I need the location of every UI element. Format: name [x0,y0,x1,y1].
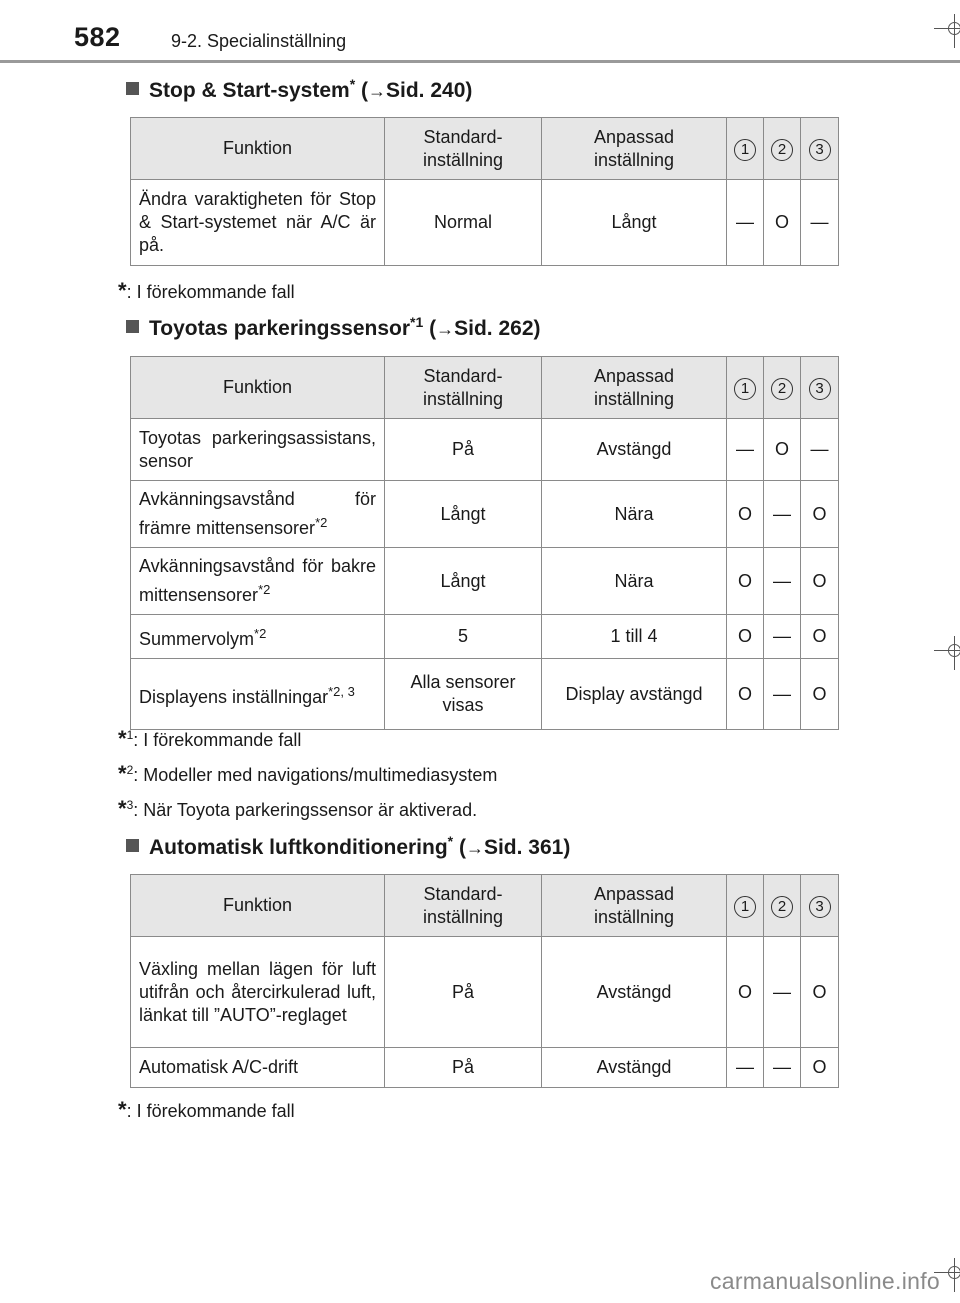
function-cell: Avkänningsavstånd för bakre mittensensorer$^{*2}$ [131,548,385,615]
section-title-stop-start: Stop & Start-system* (→Sid. 240) [126,76,472,103]
function-cell: Summervolym$^{*2}$ [131,615,385,659]
column-header-custom: Anpassad inställning [542,875,727,937]
circled-number-1-icon: 1 [734,378,756,400]
footnote: *: I förekommande fall [118,1097,295,1122]
arrow-right-icon: → [465,838,484,858]
function-cell: Toyotas parkeringsassistans, sensor [131,419,385,481]
default-cell: 5 [385,615,542,659]
mark-cell-1: — [727,1048,764,1088]
circled-number-2-icon: 2 [771,378,793,400]
footnote: *$^1$: I förekommande fall [118,726,302,751]
square-bullet-icon [126,320,139,333]
circled-number-2-icon: 2 [771,139,793,161]
column-header-2 [764,357,801,419]
default-cell: På [385,937,542,1048]
circled-number-3-icon: 3 [809,139,831,161]
column-header-2 [764,875,801,937]
column-header-custom: Anpassad inställning [542,118,727,180]
column-header-3 [801,357,839,419]
table-row [131,1048,839,1088]
table-row [131,615,839,659]
settings-table-parking-sensor [130,356,839,730]
column-header-2 [764,118,801,180]
column-header-default: Standard- inställning [385,357,542,419]
footnote: *$^3$: När Toyota parkeringssensor är aktiverad. [118,796,478,821]
column-header-default: Standard- inställning [385,875,542,937]
mark-cell-1: O [727,937,764,1048]
column-header-function: Funktion [131,118,385,180]
mark-cell-1: — [727,180,764,266]
mark-cell-3: O [801,1048,839,1088]
column-header-1 [727,875,764,937]
table-row [131,419,839,481]
circled-number-1-icon: 1 [734,896,756,918]
mark-cell-3: O [801,481,839,548]
default-cell: På [385,1048,542,1088]
custom-cell: Långt [542,180,727,266]
function-cell: Växling mellan lägen för luft utifrån och återcirkulerad luft, länkat till ”AUTO”-reglaget [131,937,385,1048]
custom-cell: Display avstängd [542,659,727,730]
section-title-auto-ac: Automatisk luftkonditionering* (→Sid. 361) [126,833,570,860]
mark-cell-3: O [801,548,839,615]
mark-cell-2: — [764,481,801,548]
footnote: *$^2$: Modeller med navigations/multimediasystem [118,761,498,786]
function-cell: Automatisk A/C-drift [131,1048,385,1088]
function-cell: Displayens inställningar$^{*2, 3}$ [131,659,385,730]
mark-cell-3: — [801,419,839,481]
custom-cell: Nära [542,481,727,548]
mark-cell-1: O [727,615,764,659]
arrow-right-icon: → [368,81,387,101]
page-reference-link[interactable]: Sid. 240) [386,79,473,102]
column-header-function: Funktion [131,357,385,419]
mark-cell-3: — [801,180,839,266]
default-cell: Långt [385,481,542,548]
mark-cell-2: — [764,937,801,1048]
watermark: carmanualsonline.info [709,1268,940,1294]
default-cell: Långt [385,548,542,615]
settings-table-auto-ac [130,874,839,1088]
circled-number-2-icon: 2 [771,896,793,918]
column-header-default: Standard- inställning [385,118,542,180]
column-header-3 [801,875,839,937]
column-header-custom: Anpassad inställning [542,357,727,419]
table-row [131,937,839,1048]
chapter-title: 9-2. Specialinställning [171,31,347,51]
mark-cell-2: — [764,1048,801,1088]
mark-cell-1: — [727,419,764,481]
default-cell: Normal [385,180,542,266]
mark-cell-3: O [801,937,839,1048]
function-cell: Ändra varaktigheten för Stop & Start-systemet när A/C är på. [131,180,385,266]
page-number: 582 [74,22,121,52]
column-header-3 [801,118,839,180]
mark-cell-2: O [764,419,801,481]
header-divider [0,60,960,63]
circled-number-3-icon: 3 [809,378,831,400]
table-row [131,180,839,266]
mark-cell-2: — [764,659,801,730]
column-header-function: Funktion [131,875,385,937]
default-cell: På [385,419,542,481]
table-row [131,659,839,730]
settings-table-stop-start [130,117,839,266]
table-row [131,481,839,548]
page-reference-link[interactable]: Sid. 361) [483,836,571,859]
function-cell: Avkänningsavstånd för främre mittensensorer$^{*2}$ [131,481,385,548]
mark-cell-1: O [727,481,764,548]
mark-cell-1: O [727,659,764,730]
section-title-parking-sensor: Toyotas parkeringssensor$^{*1}$ (→Sid. 262) [126,314,541,341]
square-bullet-icon [126,82,139,95]
mark-cell-2: — [764,615,801,659]
custom-cell: Avstängd [542,419,727,481]
custom-cell: Avstängd [542,1048,727,1088]
circled-number-1-icon: 1 [734,139,756,161]
column-header-1 [727,118,764,180]
mark-cell-2: O [764,180,801,266]
page-reference-link[interactable]: Sid. 262) [454,317,541,340]
arrow-right-icon: → [436,319,455,339]
mark-cell-2: — [764,548,801,615]
mark-cell-1: O [727,548,764,615]
mark-cell-3: O [801,615,839,659]
column-header-1 [727,357,764,419]
default-cell: Alla sensorer visas [385,659,542,730]
mark-cell-3: O [801,659,839,730]
table-row [131,548,839,615]
custom-cell: Avstängd [542,937,727,1048]
square-bullet-icon [126,839,139,852]
custom-cell: 1 till 4 [542,615,727,659]
custom-cell: Nära [542,548,727,615]
circled-number-3-icon: 3 [809,896,831,918]
footnote: *: I förekommande fall [118,278,295,303]
